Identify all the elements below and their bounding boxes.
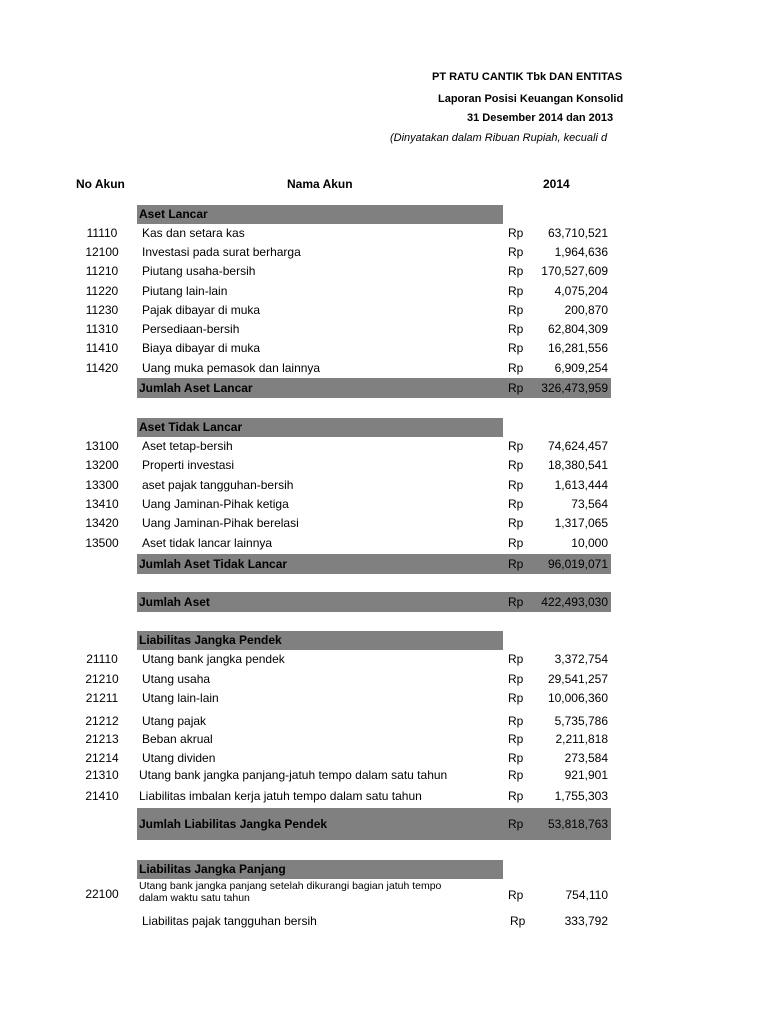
account-name: Beban akrual (142, 732, 213, 746)
section-band-aset-lancar (137, 205, 503, 224)
account-amount: 4,075,204 (554, 284, 608, 298)
total-amount: 422,493,030 (541, 595, 608, 609)
table-row (0, 879, 768, 909)
account-name: Utang lain-lain (142, 691, 219, 705)
account-code: 11220 (85, 284, 119, 298)
section-title: Liabilitas Jangka Pendek (139, 633, 282, 647)
section-band-liabilitas-jangka-panjang (137, 860, 503, 879)
currency-label: Rp (508, 714, 524, 728)
table-row (0, 320, 768, 339)
table-row (0, 730, 768, 749)
account-amount: 16,281,556 (547, 341, 608, 355)
account-code: 21213 (85, 732, 119, 746)
account-name: Kas dan setara kas (142, 226, 245, 240)
currency-label: Rp (508, 226, 524, 240)
account-name: Properti investasi (142, 458, 235, 472)
account-amount: 200,870 (564, 303, 608, 317)
currency-label: Rp (508, 478, 524, 492)
account-name: Aset tetap-bersih (142, 439, 233, 453)
account-amount: 2,211,818 (555, 732, 608, 746)
table-row (0, 243, 768, 262)
report-title: Laporan Posisi Keuangan Konsolid (438, 93, 624, 105)
account-code: 21210 (85, 672, 119, 686)
column-header-name: Nama Akun (287, 177, 353, 191)
account-name: aset pajak tangguhan-bersih (142, 478, 294, 492)
account-amount: 1,755,303 (554, 789, 608, 803)
account-code: 21211 (85, 691, 119, 705)
account-code: 13500 (85, 536, 119, 550)
total-amount: 96,019,071 (547, 557, 608, 571)
account-name: Piutang lain-lain (142, 284, 228, 298)
account-code: 21410 (85, 789, 119, 803)
account-amount: 10,000 (571, 536, 608, 550)
account-amount: 170,527,609 (541, 264, 608, 278)
account-code: 22100 (85, 887, 119, 901)
currency-label: Rp (508, 322, 524, 336)
account-amount: 1,964,636 (554, 245, 608, 259)
table-row (0, 359, 768, 378)
account-amount: 333,792 (564, 914, 608, 928)
total-amount: 326,473,959 (541, 381, 608, 395)
account-code: 13200 (85, 458, 119, 472)
account-amount: 754,110 (565, 888, 608, 902)
currency-label: Rp (508, 439, 524, 453)
total-label: Jumlah Aset (139, 595, 210, 609)
account-name: Liabilitas pajak tangguhan bersih (142, 914, 317, 928)
account-name: Biaya dibayar di muka (142, 341, 261, 355)
currency-label: Rp (508, 264, 524, 278)
account-name: Investasi pada surat berharga (142, 245, 301, 259)
total-label: Jumlah Aset Lancar (139, 381, 253, 395)
currency-label: Rp (508, 817, 524, 831)
account-name-line1: Utang bank jangka panjang setelah dikurangi bagian jatuh tempo (139, 880, 442, 892)
section-title: Liabilitas Jangka Panjang (139, 862, 286, 876)
total-row-aset-tidak-lancar (137, 554, 611, 574)
account-amount: 29,541,257 (547, 672, 608, 686)
account-name: Uang muka pemasok dan lainnya (142, 361, 321, 375)
account-code: 12100 (85, 245, 119, 259)
currency-label: Rp (508, 303, 524, 317)
account-amount: 74,624,457 (547, 439, 608, 453)
account-name (139, 880, 441, 904)
account-code: 11210 (85, 264, 119, 278)
currency-label: Rp (508, 557, 524, 571)
account-code: 13300 (85, 478, 119, 492)
table-row (0, 495, 768, 514)
currency-label: Rp (508, 497, 524, 511)
table-row (0, 787, 768, 806)
account-code: 13100 (85, 439, 119, 453)
account-name-line2: dalam waktu satu tahun (139, 892, 250, 904)
account-name: Pajak dibayar di muka (142, 303, 261, 317)
table-row (0, 912, 768, 931)
account-code: 11420 (85, 361, 119, 375)
account-code: 21214 (85, 751, 119, 765)
table-row (0, 689, 768, 708)
currency-label: Rp (510, 914, 526, 928)
account-name: Utang bank jangka pendek (142, 652, 285, 666)
total-amount: 53,818,763 (547, 817, 608, 831)
total-label: Jumlah Aset Tidak Lancar (139, 557, 288, 571)
total-label: Jumlah Liabilitas Jangka Pendek (139, 817, 328, 831)
account-code: 11310 (85, 322, 119, 336)
table-row (0, 712, 768, 731)
column-header-code: No Akun (76, 177, 125, 191)
account-name: Aset tidak lancar lainnya (142, 536, 273, 550)
account-code: 11410 (85, 341, 119, 355)
account-name: Utang usaha (142, 672, 211, 686)
account-code: 13420 (85, 516, 119, 530)
table-row (0, 437, 768, 456)
account-name: Uang Jaminan-Pihak berelasi (142, 516, 299, 530)
section-title: Aset Lancar (139, 207, 208, 221)
table-row (0, 282, 768, 301)
table-row (0, 476, 768, 495)
account-amount: 273,584 (564, 751, 608, 765)
table-row (0, 670, 768, 689)
account-amount: 18,380,541 (547, 458, 608, 472)
account-amount: 3,372,754 (554, 652, 608, 666)
account-code: 11110 (86, 226, 118, 240)
account-name: Utang pajak (142, 714, 207, 728)
account-amount: 921,901 (564, 768, 608, 782)
account-name: Persediaan-bersih (142, 322, 240, 336)
company-title: PT RATU CANTIK Tbk DAN ENTITAS (432, 71, 623, 83)
currency-label: Rp (508, 516, 524, 530)
table-row (0, 650, 768, 669)
account-name: Piutang usaha-bersih (142, 264, 256, 278)
currency-label: Rp (508, 888, 524, 902)
account-amount: 5,735,786 (554, 714, 608, 728)
table-row (0, 514, 768, 533)
account-name: Utang bank jangka panjang-jatuh tempo dalam satu tahun (139, 768, 448, 782)
currency-label: Rp (508, 284, 524, 298)
currency-label: Rp (508, 361, 524, 375)
total-row-aset-lancar (137, 378, 611, 398)
table-row (0, 766, 768, 785)
account-code: 13410 (85, 497, 119, 511)
account-code: 21212 (85, 714, 119, 728)
currency-label: Rp (508, 341, 524, 355)
account-code: 21110 (86, 652, 118, 666)
table-row (0, 224, 768, 243)
currency-label: Rp (508, 245, 524, 259)
account-code: 11230 (85, 303, 119, 317)
table-row (0, 262, 768, 281)
table-row (0, 339, 768, 358)
account-amount: 1,613,444 (554, 478, 608, 492)
table-row (0, 301, 768, 320)
account-amount: 10,006,360 (547, 691, 608, 705)
report-note: (Dinyatakan dalam Ribuan Rupiah, kecuali d (390, 132, 608, 144)
currency-label: Rp (508, 536, 524, 550)
total-row-jumlah-aset (137, 592, 611, 612)
section-title: Aset Tidak Lancar (139, 420, 243, 434)
account-name: Utang dividen (142, 751, 216, 765)
currency-label: Rp (508, 381, 524, 395)
currency-label: Rp (508, 652, 524, 666)
currency-label: Rp (508, 691, 524, 705)
section-band-aset-tidak-lancar (137, 418, 503, 437)
currency-label: Rp (508, 458, 524, 472)
account-amount: 62,804,309 (547, 322, 608, 336)
table-row (0, 456, 768, 475)
currency-label: Rp (508, 595, 524, 609)
currency-label: Rp (508, 751, 524, 765)
currency-label: Rp (508, 789, 524, 803)
currency-label: Rp (508, 768, 524, 782)
account-amount: 1,317,065 (554, 516, 608, 530)
currency-label: Rp (508, 672, 524, 686)
account-amount: 63,710,521 (547, 226, 608, 240)
section-band-liabilitas-jangka-pendek (137, 631, 503, 650)
account-amount: 6,909,254 (554, 361, 608, 375)
total-row-liabilitas-jangka-pendek (137, 808, 611, 840)
account-code: 21310 (85, 768, 119, 782)
currency-label: Rp (508, 732, 524, 746)
account-name: Liabilitas imbalan kerja jatuh tempo dalam satu tahun (139, 789, 422, 803)
account-name: Uang Jaminan-Pihak ketiga (142, 497, 289, 511)
account-amount: 73,564 (571, 497, 608, 511)
table-row (0, 534, 768, 553)
column-header-year: 2014 (543, 177, 570, 191)
report-period: 31 Desember 2014 dan 2013 (467, 112, 614, 124)
